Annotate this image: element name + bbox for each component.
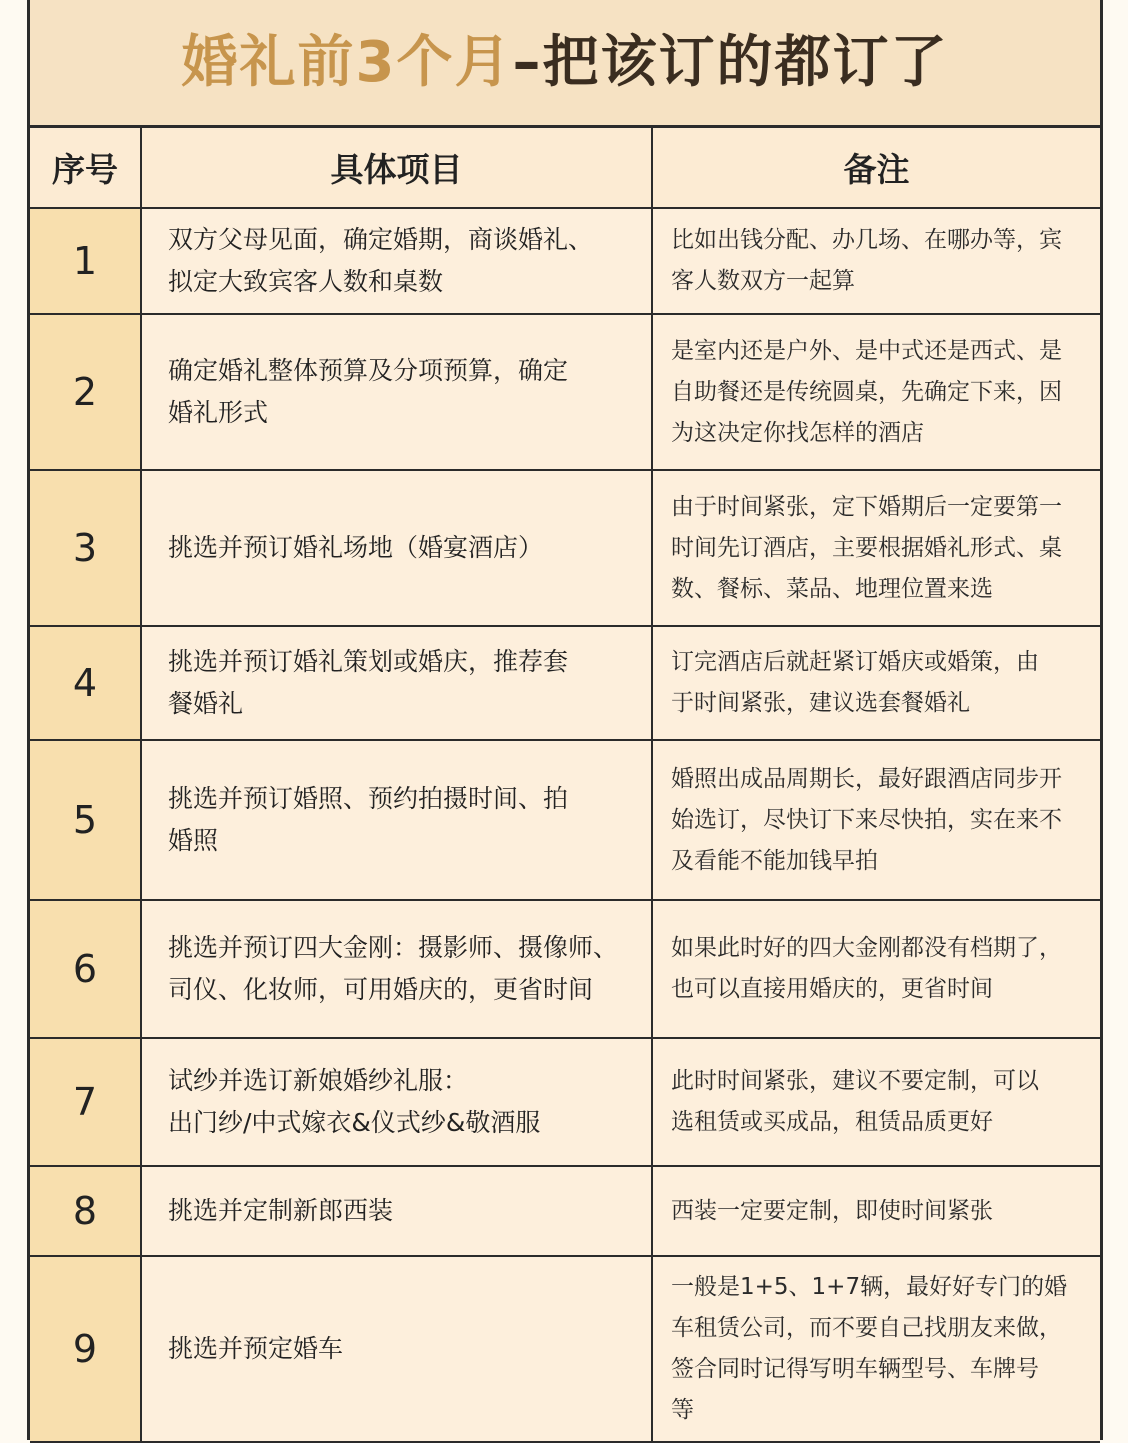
row-note: 由于时间紧张，定下婚期后一定要第一 时间先订酒店，主要根据婚礼形式、桌 数、餐标、菜品、地理位置来选 (652, 470, 1100, 626)
row-item: 挑选并预订婚礼策划或婚庆，推荐套 餐婚礼 (141, 626, 652, 740)
table-row (30, 626, 1100, 740)
row-note: 西装一定要定制，即使时间紧张 (652, 1166, 1100, 1256)
title-accent: 婚礼前3个月 (181, 29, 513, 95)
table-row (30, 208, 1100, 314)
row-item: 双方父母见面，确定婚期，商谈婚礼、 拟定大致宾客人数和桌数 (141, 208, 652, 314)
row-number: 1 (30, 208, 141, 314)
table-row (30, 1256, 1100, 1442)
row-note: 订完酒店后就赶紧订婚庆或婚策，由 于时间紧张，建议选套餐婚礼 (652, 626, 1100, 740)
row-number: 4 (30, 626, 141, 740)
table-row (30, 470, 1100, 626)
row-item: 挑选并定制新郎西装 (141, 1166, 652, 1256)
row-number: 2 (30, 314, 141, 470)
row-note: 此时时间紧张，建议不要定制，可以 选租赁或买成品，租赁品质更好 (652, 1038, 1100, 1166)
page-title (181, 29, 949, 95)
title-bar (30, 0, 1100, 128)
table-row (30, 900, 1100, 1038)
row-note: 是室内还是户外、是中式还是西式、是 自助餐还是传统圆桌，先确定下来，因 为这决定你找怎样的酒店 (652, 314, 1100, 470)
row-item: 挑选并预订四大金刚：摄影师、摄像师、 司仪、化妆师，可用婚庆的，更省时间 (141, 900, 652, 1038)
row-note: 婚照出成品周期长，最好跟酒店同步开 始选订，尽快订下来尽快拍，实在来不 及看能不能加钱早拍 (652, 740, 1100, 900)
row-number: 7 (30, 1038, 141, 1166)
row-item: 挑选并预定婚车 (141, 1256, 652, 1442)
table-header-row (30, 128, 1100, 208)
row-note: 如果此时好的四大金刚都没有档期了， 也可以直接用婚庆的，更省时间 (652, 900, 1100, 1038)
row-item: 挑选并预订婚礼场地（婚宴酒店） (141, 470, 652, 626)
checklist-table (30, 128, 1100, 1443)
row-number: 5 (30, 740, 141, 900)
header-item: 具体项目 (141, 128, 652, 208)
table-row (30, 314, 1100, 470)
table-row (30, 740, 1100, 900)
row-number: 6 (30, 900, 141, 1038)
header-number: 序号 (30, 128, 141, 208)
table-row (30, 1166, 1100, 1256)
row-number: 9 (30, 1256, 141, 1442)
header-note: 备注 (652, 128, 1100, 208)
row-item: 确定婚礼整体预算及分项预算，确定 婚礼形式 (141, 314, 652, 470)
checklist-sheet (27, 0, 1103, 1440)
row-note: 一般是1+5、1+7辆，最好好专门的婚 车租赁公司，而不要自己找朋友来做， 签合同时记得写明车辆型号、车牌号 等 (652, 1256, 1100, 1442)
row-item: 挑选并预订婚照、预约拍摄时间、拍 婚照 (141, 740, 652, 900)
title-rest: –把该订的都订了 (512, 29, 949, 95)
row-note: 比如出钱分配、办几场、在哪办等，宾 客人数双方一起算 (652, 208, 1100, 314)
row-number: 8 (30, 1166, 141, 1256)
row-number: 3 (30, 470, 141, 626)
row-item: 试纱并选订新娘婚纱礼服： 出门纱/中式嫁衣&仪式纱&敬酒服 (141, 1038, 652, 1166)
table-row (30, 1038, 1100, 1166)
